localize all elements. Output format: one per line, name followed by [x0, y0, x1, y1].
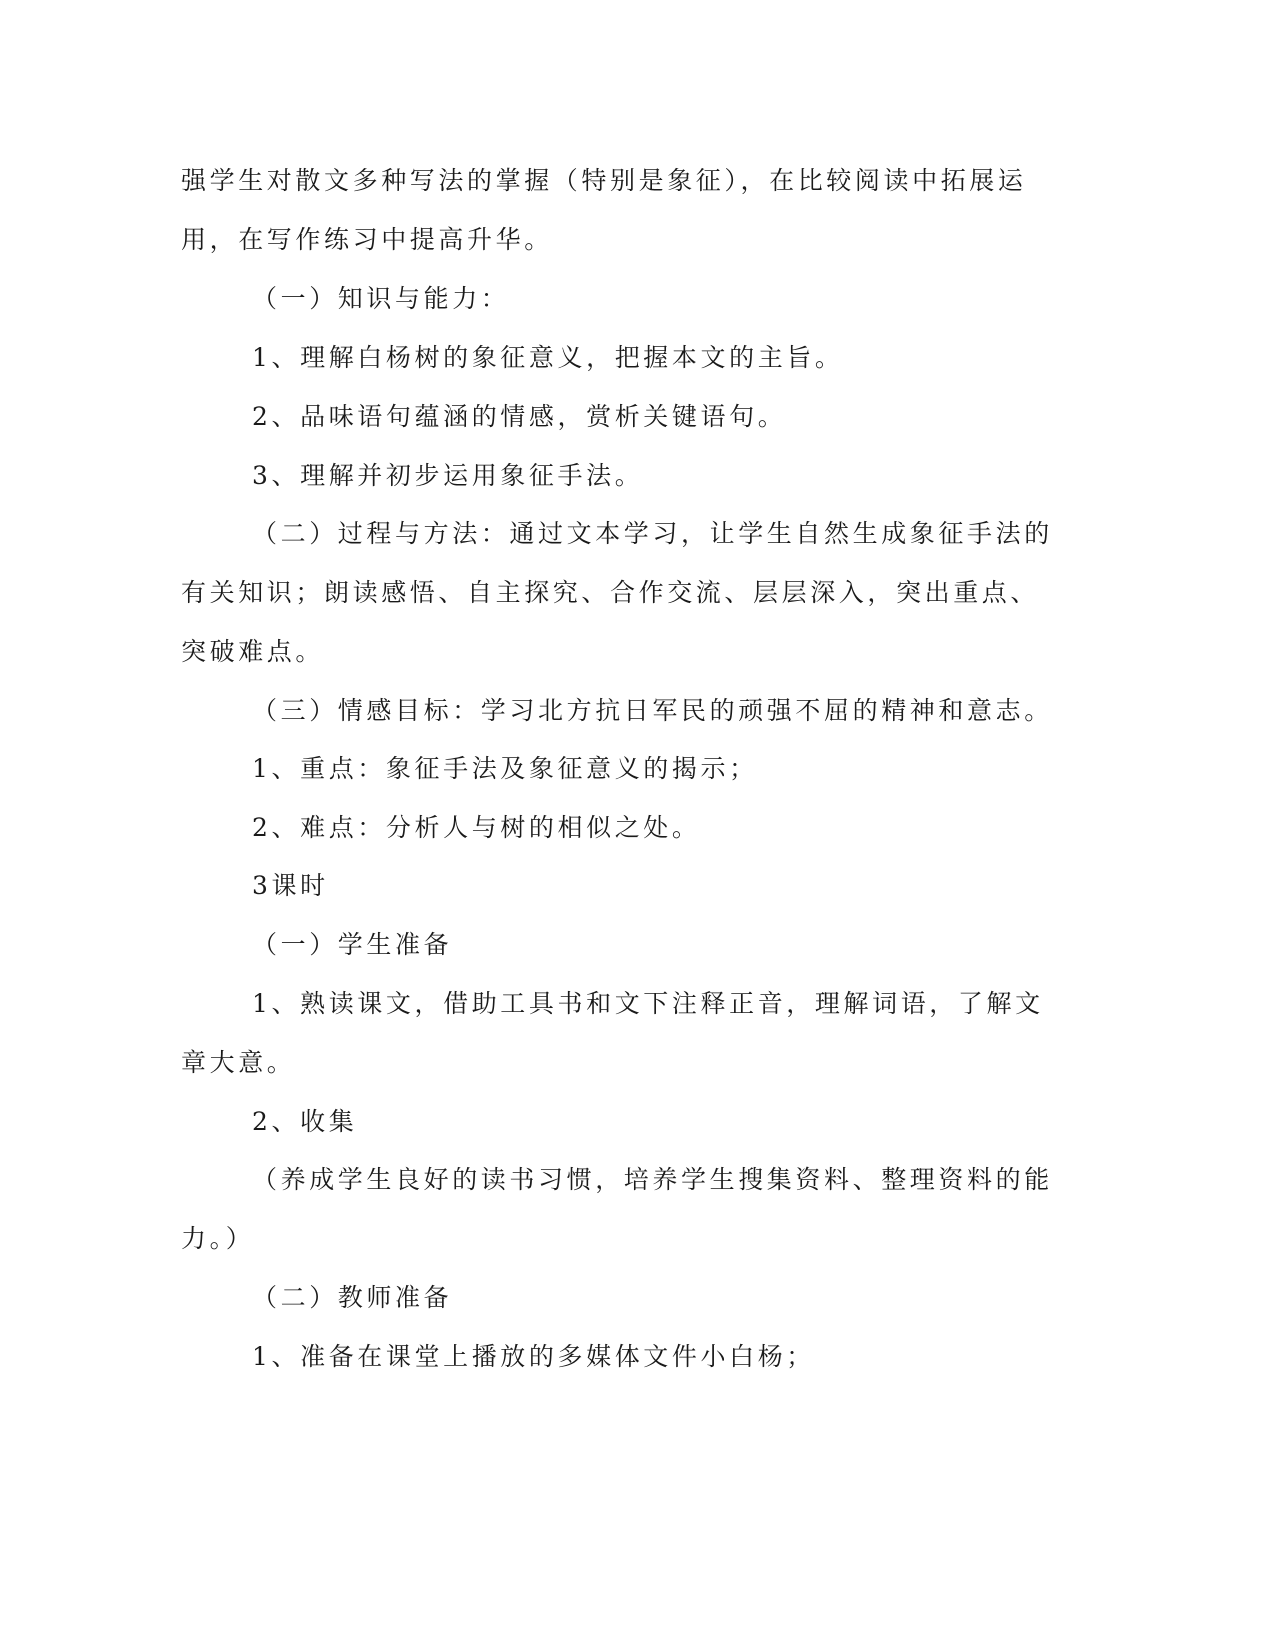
text-line: （二）过程与方法：通过文本学习，让学生自然生成象征手法的 [252, 519, 1053, 548]
text-line: 1、准备在课堂上播放的多媒体文件小白杨； [252, 1342, 815, 1371]
text-line: 用，在写作练习中提高升华。 [181, 225, 553, 254]
text-line: 1、理解白杨树的象征意义，把握本文的主旨。 [252, 343, 844, 372]
text-line: 力。） [181, 1224, 255, 1253]
text-line: 1、熟读课文，借助工具书和文下注释正音，理解词语，了解文 [252, 989, 1044, 1018]
text-line: （三）情感目标：学习北方抗日军民的顽强不屈的精神和意志。 [252, 696, 1053, 725]
text-line: 有关知识；朗读感悟、自主探究、合作交流、层层深入，突出重点、 [181, 578, 1040, 607]
text-line: 突破难点。 [181, 637, 325, 666]
text-line: 1、重点：象征手法及象征意义的揭示； [252, 754, 758, 783]
text-line: 强学生对散文多种写法的掌握（特别是象征），在比较阅读中拓展运 [181, 166, 1027, 195]
text-line: 章大意。 [181, 1048, 296, 1077]
text-line: 3、理解并初步运用象征手法。 [252, 461, 644, 490]
text-line: （二）教师准备 [252, 1283, 453, 1312]
text-line: 3课时 [252, 871, 329, 900]
text-line: 2、难点：分析人与树的相似之处。 [252, 813, 701, 842]
text-line: （一）学生准备 [252, 930, 453, 959]
text-line: （一）知识与能力： [252, 284, 510, 313]
text-line: 2、收集 [252, 1107, 358, 1136]
text-line: （养成学生良好的读书习惯，培养学生搜集资料、整理资料的能 [252, 1165, 1053, 1194]
text-line: 2、品味语句蕴涵的情感，赏析关键语句。 [252, 402, 787, 431]
